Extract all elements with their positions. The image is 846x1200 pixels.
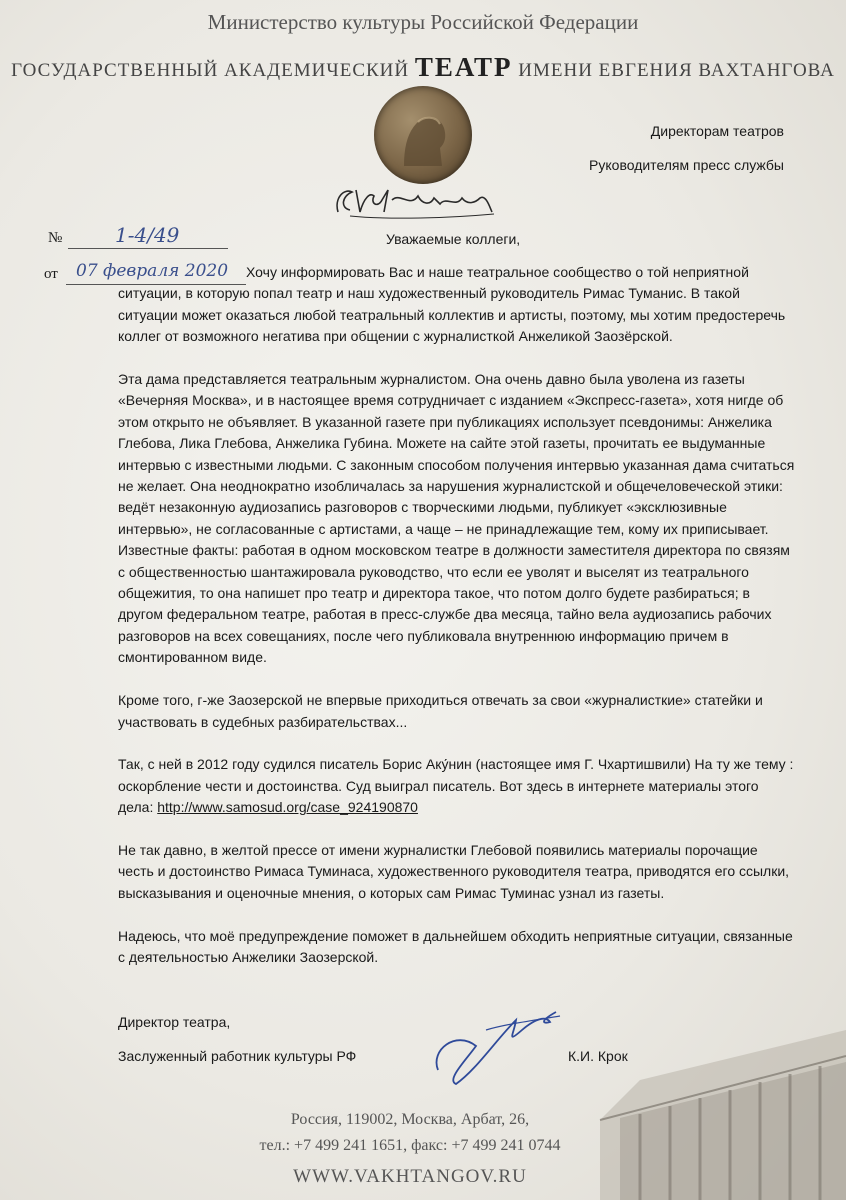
footer-phones: тел.: +7 499 241 1651, факс: +7 499 241 0744 <box>259 1137 561 1154</box>
closing-rank: Заслуженный работник культуры РФ <box>118 1048 357 1064</box>
paragraph-akunin <box>118 754 796 818</box>
paragraph-intro: Хочу информировать Вас и наше театральное сообщество о той неприятной ситуации, в которую попал театр и наш художественный руководитель Римас Туманис. В такой ситуации может оказаться любой театральный коллектив и артисты, поэтому, мы хотим предостеречь коллег от возможного негатива при общении с журналисткой Анжеликой Заозёрской. <box>118 264 786 345</box>
reg-number-value: 1-4/49 <box>115 223 180 247</box>
paragraph-warning: Надеюсь, что моё предупреждение поможет в дальнейшем обходить неприятные ситуации, связанные с деятельностью Анжелики Заозерской. <box>118 927 793 965</box>
theatre-building-icon <box>560 1000 846 1200</box>
paragraph-journalist: Эта дама представляется театральным журналистом. Она очень давно была уволена из газеты «Вечерняя Москва», и в настоящее время сотрудничает с изданием «Экспресс-газета», хотя нигде об этом открыто не объявляет. В указанной газете при публикациях использует псевдонимы: Анжелика Глебова, Лика Глебова, Анжелика Губина. Можете на сайте этой газеты, прочитать ее выдуманные интервью с известными людьми. С законным способом получения интервью указанная дама считаться не желает. Она неоднократно изобличалась за нарушения журналистской и общечеловеческой этики: ведёт незаконную аудиозапись разговоров с творческими людьми, публикует «эксклюзивные интервью», не согласованные с артистами, а чаще – не принадлежащие тем, кому их приписывает. Известные факты: работая в одном московском театре в должности заместителя директора по связям с общественностью шантажировала руководство, что если ее уволят и выселят из театрального общежития, то она напишет про театр и директора такое, что потом долго будете разбираться; в другом федеральном театре, работая в пресс-службе два месяца, тайно вела аудиозапись рабочих разговоров на всех совещаниях, после чего публиковала внутреннюю информацию причем в смонтированном виде. <box>118 371 795 666</box>
closing-name: К.И. Крок <box>568 1048 628 1064</box>
paragraph-yellow-press: Не так давно, в желтой прессе от имени журналистки Глебовой появились материалы порочащие честь и достоинство Римаса Туминаса, художественного руководителя театра, приводятся его ссылки, высказывания и оценочные мнения, о которых сам Римас Туминас узнал из газеты. <box>118 841 790 901</box>
salutation: Уважаемые коллеги, <box>386 231 521 247</box>
theatre-header-left: ГОСУДАРСТВЕННЫЙ АКАДЕМИЧЕСКИЙ <box>11 60 410 81</box>
theatre-header-right: ИМЕНИ ЕВГЕНИЯ ВАХТАНГОВА <box>518 60 835 81</box>
reg-number-line <box>68 248 228 249</box>
vakhtangov-signature-icon <box>330 178 500 224</box>
theatre-header <box>0 52 846 83</box>
reg-date-value: 07 февраля 2020 <box>76 261 229 281</box>
portrait-medallion-icon <box>374 86 472 184</box>
footer-address: Россия, 119002, Москва, Арбат, 26, <box>290 1111 530 1128</box>
closing-title: Директор театра, <box>118 1014 231 1030</box>
ministry-header: Министерство культуры Российской Федерации <box>207 10 639 34</box>
paragraph-akunin-text: Так, с ней в 2012 году судился писатель Борис Аку́нин (настоящее имя Г. Чхартишвили) На ту же тему : оскорбление чести и достоинства. Суд выиграл писатель. Вот здесь в интернете материалы этого дела: <box>118 756 794 816</box>
case-link[interactable]: http://www.samosud.org/case_924190870 <box>157 799 418 816</box>
addressee-press: Руководителям пресс службы <box>589 157 784 173</box>
paragraph-courts: Кроме того, г-же Заозерской не впервые приходиться отвечать за свои «журналисткие» статейки и участвовать в судебных разбирательствах... <box>118 692 763 730</box>
addressee-directors: Директорам театров <box>650 123 784 139</box>
footer-website[interactable]: WWW.VAKHTANGOV.RU <box>293 1166 527 1187</box>
theatre-header-big: ТЕАТР <box>414 52 513 82</box>
letter-body <box>118 262 796 990</box>
reg-number-label: № <box>48 230 63 246</box>
reg-date-label: от <box>44 266 58 282</box>
